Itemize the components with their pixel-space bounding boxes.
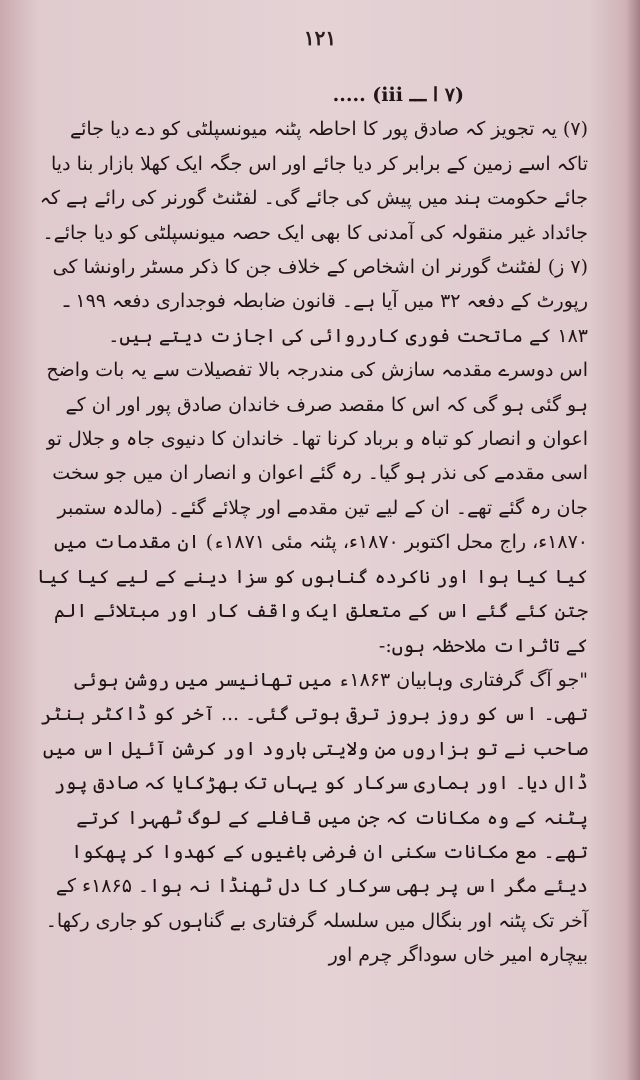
urdu-text-block [36,78,614,973]
paragraph-7: (۷) یہ تجویز کہ صادق پور کا احاطہ پٹنہ میونسپلٹی کو دے دیا جائے تاکہ اسے زمین کے برابر کر دیا جائے اور اس جگہ ایک کھلا بازار بنا دیا جائے حکومت ہند میں پیش کی جائے گی۔ لفٹنٹ گورنر کی رائے ہے کہ جائداد غیر منقولہ کی آمدنی کا بھی ایک حصہ میونسپلٹی کو دیا جائے۔ [39,118,588,244]
paragraph-7z: (۷ ز) لفٹنٹ گورنر ان اشخاص کے خلاف جن کا ذکر مسٹر راونشا کی رپورٹ کے دفعہ ۳۲ میں آیا ہے۔ قانون ضابطہ فوجداری دفعہ ۱۹۹ ـ ۱۸۳ کے ماتحت فوری کارروائی کی اجازت دیتے ہیں۔ [52,256,588,347]
paragraph-quotation: "جو آگ گرفتاری وہابیان ۱۸۶۳ء میں تھانیسر میں روشن ہوئی تھی۔ اس کو روز بروز ترقی ہوتی گئی۔ ... آخر کو ڈاکٹر ہنٹر صاحب نے تو ہزاروں من ولایتی بارود اور کرشن آئیل اس میں ڈال دیا۔ اور ہماری سرکار کو یہاں تک بھڑکایا کہ صادق پور پٹنہ کے وہ مکانات کہ جن میں قافلے کے لوگ ٹھہرا کرتے تھے۔ مع مکانات سکنی ان فرضی باغیوں کے کھدوا کر پھکوا دیئے مگر اس پر بھی سرکار کا دل ٹھنڈا نہ ہوا۔ ۱۸۶۵ء کے آخر تک پٹنہ اور بنگال میں سلسلہ گرفتاری بے گناہوں کو جاری رکھا۔ بیچارہ امیر خاں سوداگر چرم اور [40,668,588,967]
section-marker: (۷ ا ـــ iii) ..... [332,84,464,106]
page-number: ۱۲۱ [303,26,337,50]
paragraph-conspiracy-case: اس دوسرے مقدمہ سازش کی مندرجہ بالا تفصیلات سے یہ بات واضح ہو گئی ہو گی کہ اس کا مقصد صرف خاندان صادق پور اور ان کے اعوان و انصار کو تباہ و برباد کرنا تھا۔ خاندان کا دنیوی جاہ و جلال تو اسی مقدمے کی نذر ہو گیا۔ رہ گئے اعوان و انصار ان میں جو سخت جان رہ گئے تھے۔ ان کے لیے تین مقدمے اور چلائے گئے۔ (مالدہ ستمبر ۱۸۷۰ء، راج محل اکتوبر ۱۸۷۰ء، پٹنہ مئی ۱۸۷۱ء) ان مقدمات میں کیا کیا ہوا اور ناکردہ گناہوں کو سزا دینے کے لیے کیا کیا جتن کئے گئے اس کے متعلق ایک واقف کار اور مبتلائے الم کے تاثرات ملاحظہ ہوں:- [36,359,588,657]
